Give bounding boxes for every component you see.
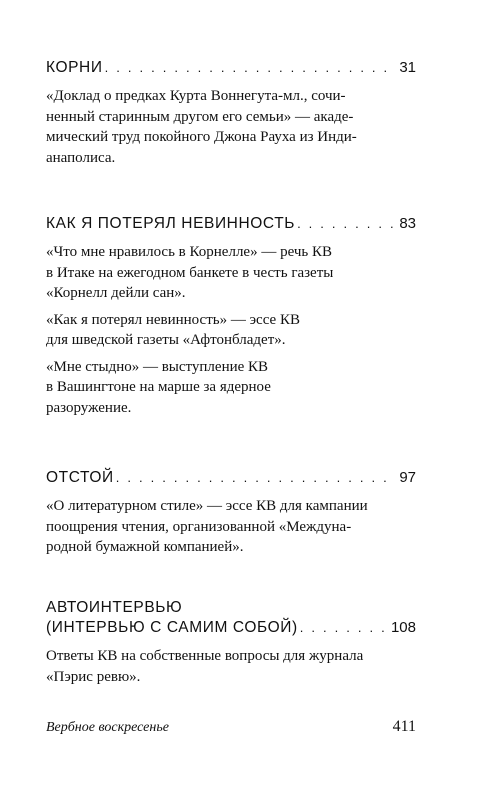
toc-entry-description — [46, 646, 416, 687]
toc-entry-description — [46, 86, 416, 168]
entry-line: «Как я потерял невинность» — эссе КВ — [46, 311, 300, 328]
leader-dots — [116, 468, 396, 488]
entry-line: для шведской газеты «Афтонбладет». — [46, 332, 286, 348]
entry-line: в Итаке на ежегодном банкете в честь газеты — [46, 264, 334, 281]
toc-entry-description — [46, 496, 416, 558]
entry-line: «Что мне нравилось в Корнелле» — речь КВ — [46, 244, 333, 260]
toc-heading — [46, 58, 416, 78]
entry-line: мический труд покойного Джона Рауха из Инди- — [46, 129, 357, 145]
page-number: 97 — [399, 469, 416, 486]
entry-line: «Доклад о предках Курта Воннегута-мл., сочи- — [46, 88, 346, 104]
section-title: КАК Я ПОТЕРЯЛ НЕВИННОСТЬ — [46, 215, 296, 232]
entry-line: «Корнелл дейли сан». — [46, 285, 186, 301]
leader-dots — [300, 618, 387, 638]
toc-heading — [46, 468, 416, 488]
toc-section-otstoi — [46, 468, 416, 558]
toc-section-innocence — [46, 214, 416, 418]
page-number: 83 — [399, 215, 416, 232]
toc-entry-description — [46, 242, 416, 304]
leader-dots — [297, 214, 395, 234]
entry-line: ненный старинным другом его семьи» — акаде- — [46, 108, 354, 125]
entry-line: «Мне стыдно» — выступление КВ — [46, 358, 269, 375]
entry-line: анаполиса. — [46, 149, 116, 166]
section-title-line1: АВТОИНТЕРВЬЮ — [46, 599, 183, 616]
page-number: 31 — [399, 59, 416, 76]
page-folio: 411 — [392, 718, 416, 735]
running-title: Вербное воскресенье — [46, 720, 169, 735]
toc-section-korni — [46, 58, 416, 168]
entry-line: поощрения чтения, организованной «Междуна- — [46, 518, 352, 535]
page-number: 108 — [390, 619, 416, 636]
entry-line: в Вашингтоне на марше за ядерное — [46, 379, 271, 395]
toc-section-autointerview — [46, 598, 416, 687]
toc-heading — [46, 618, 416, 638]
section-title: ОТСТОЙ — [46, 469, 114, 486]
section-title: КОРНИ — [46, 59, 103, 76]
entry-line: Ответы КВ на собственные вопросы для журнала — [46, 648, 364, 664]
page-footer — [46, 718, 416, 736]
entry-line: родной бумажной компанией». — [46, 539, 244, 555]
section-title: (ИНТЕРВЬЮ С САМИМ СОБОЙ) — [46, 619, 298, 636]
entry-line: «О литературном стиле» — эссе КВ для кампании — [46, 498, 368, 514]
entry-line: разоружение. — [46, 399, 132, 416]
toc-entry-description — [46, 310, 416, 351]
leader-dots — [105, 58, 396, 78]
entry-line: «Пэрис ревю». — [46, 668, 141, 685]
toc-heading — [46, 214, 416, 234]
toc-entry-description — [46, 357, 416, 419]
